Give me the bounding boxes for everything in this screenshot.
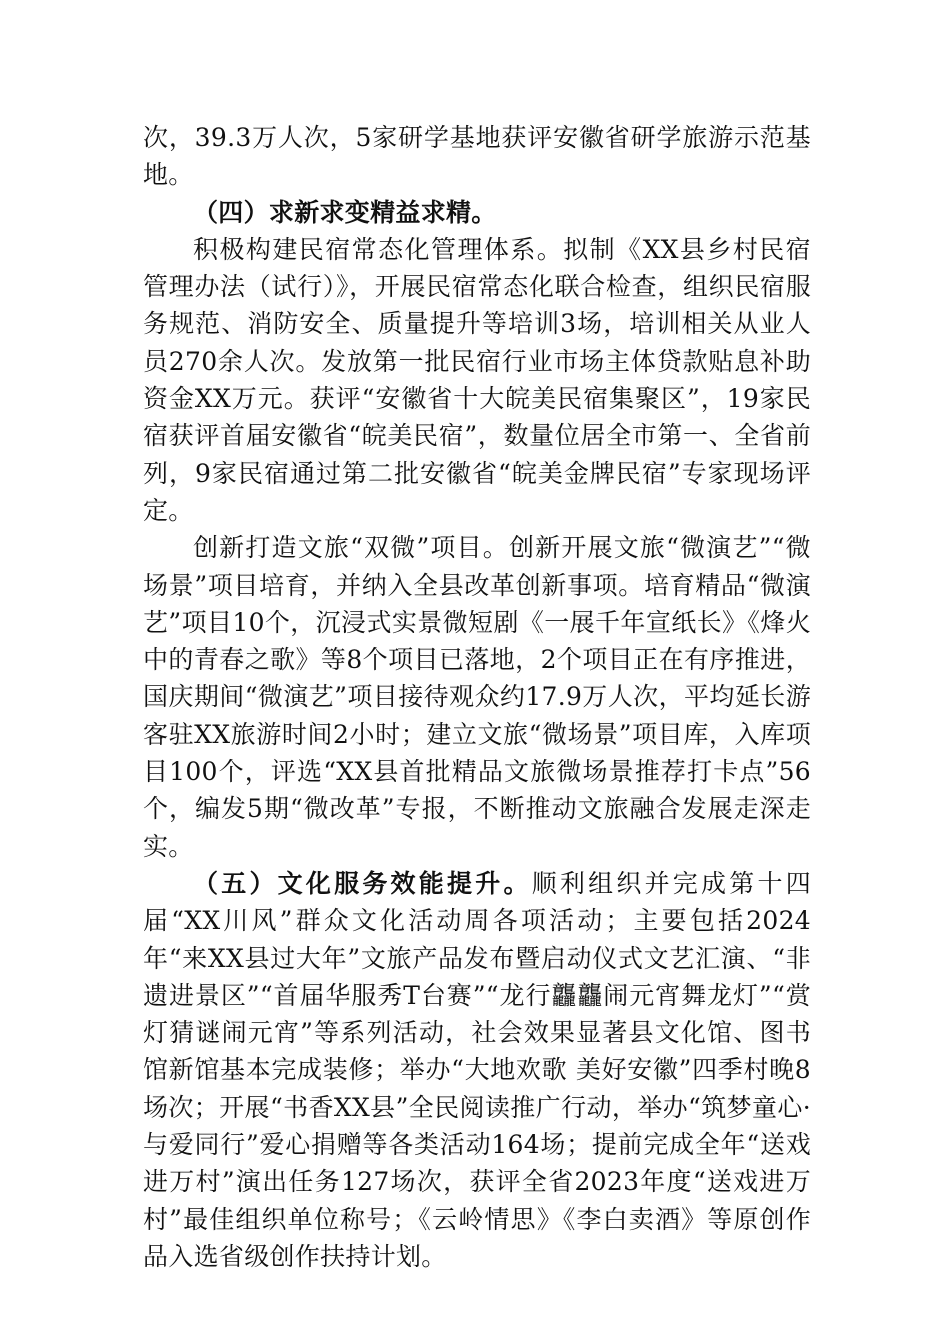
- section-heading-5: （五）文化服务效能提升。: [193, 868, 532, 898]
- paragraph-cultural-services: [143, 865, 811, 1275]
- paragraph-research-bases: 次，39.3万人次，5家研学基地获评安徽省研学旅游示范基地。: [143, 123, 811, 190]
- section-heading-4: （四）求新求变精益求精。: [193, 197, 497, 227]
- paragraph-homestay-management: 积极构建民宿常态化管理体系。拟制《XX县乡村民宿管理办法（试行）》，开展民宿常态化联合检查，组织民宿服务规范、消防安全、质量提升等培训3场，培训相关从业人员270余人次。发放第一批民宿行业市场主体贷款贴息补助资金XX万元。获评“安徽省十大皖美民宿集聚区”，19家民宿获评首届安徽省“皖美民宿”，数量位居全市第一、全省前列，9家民宿通过第二批安徽省“皖美金牌民宿”专家现场评定。: [143, 234, 811, 525]
- paragraph-cultural-services-text: 顺利组织并完成第十四届“XX川风”群众文化活动周各项活动；主要包括2024年“来XX县过大年”文旅产品发布暨启动仪式文艺汇演、“非遗进景区”“首届华服秀T台赛”“龙行龘龘闹元宵舞龙灯”“赏灯猜谜闹元宵”等系列活动，社会效果显著县文化馆、图书馆新馆基本完成装修；举办“大地欢歌 美好安徽”四季村晚8场次；开展“书香XX县”全民阅读推广行动，举办“筑梦童心·与爱同行”爱心捐赠等各类活动164场；提前完成全年“送戏进万村”演出任务127场次，获评全省2023年度“送戏进万村”最佳组织单位称号；《云岭情思》《李白卖酒》等原创作品入选省级创作扶持计划。: [143, 868, 811, 1271]
- paragraph-dual-micro-projects: 创新打造文旅“双微”项目。创新开展文旅“微演艺”“微场景”项目培育，并纳入全县改革创新事项。培育精品“微演艺”项目10个，沉浸式实景微短剧《一展千年宣纸长》《烽火中的青春之歌》等8个项目已落地，2个项目正在有序推进，国庆期间“微演艺”项目接待观众约17.9万人次，平均延长游客驻XX旅游时间2小时；建立文旅“微场景”项目库，入库项目100个，评选“XX县首批精品文旅微场景推荐打卡点”56个，编发5期“微改革”专报，不断推动文旅融合发展走深走实。: [143, 533, 811, 861]
- document-body: [143, 119, 811, 1275]
